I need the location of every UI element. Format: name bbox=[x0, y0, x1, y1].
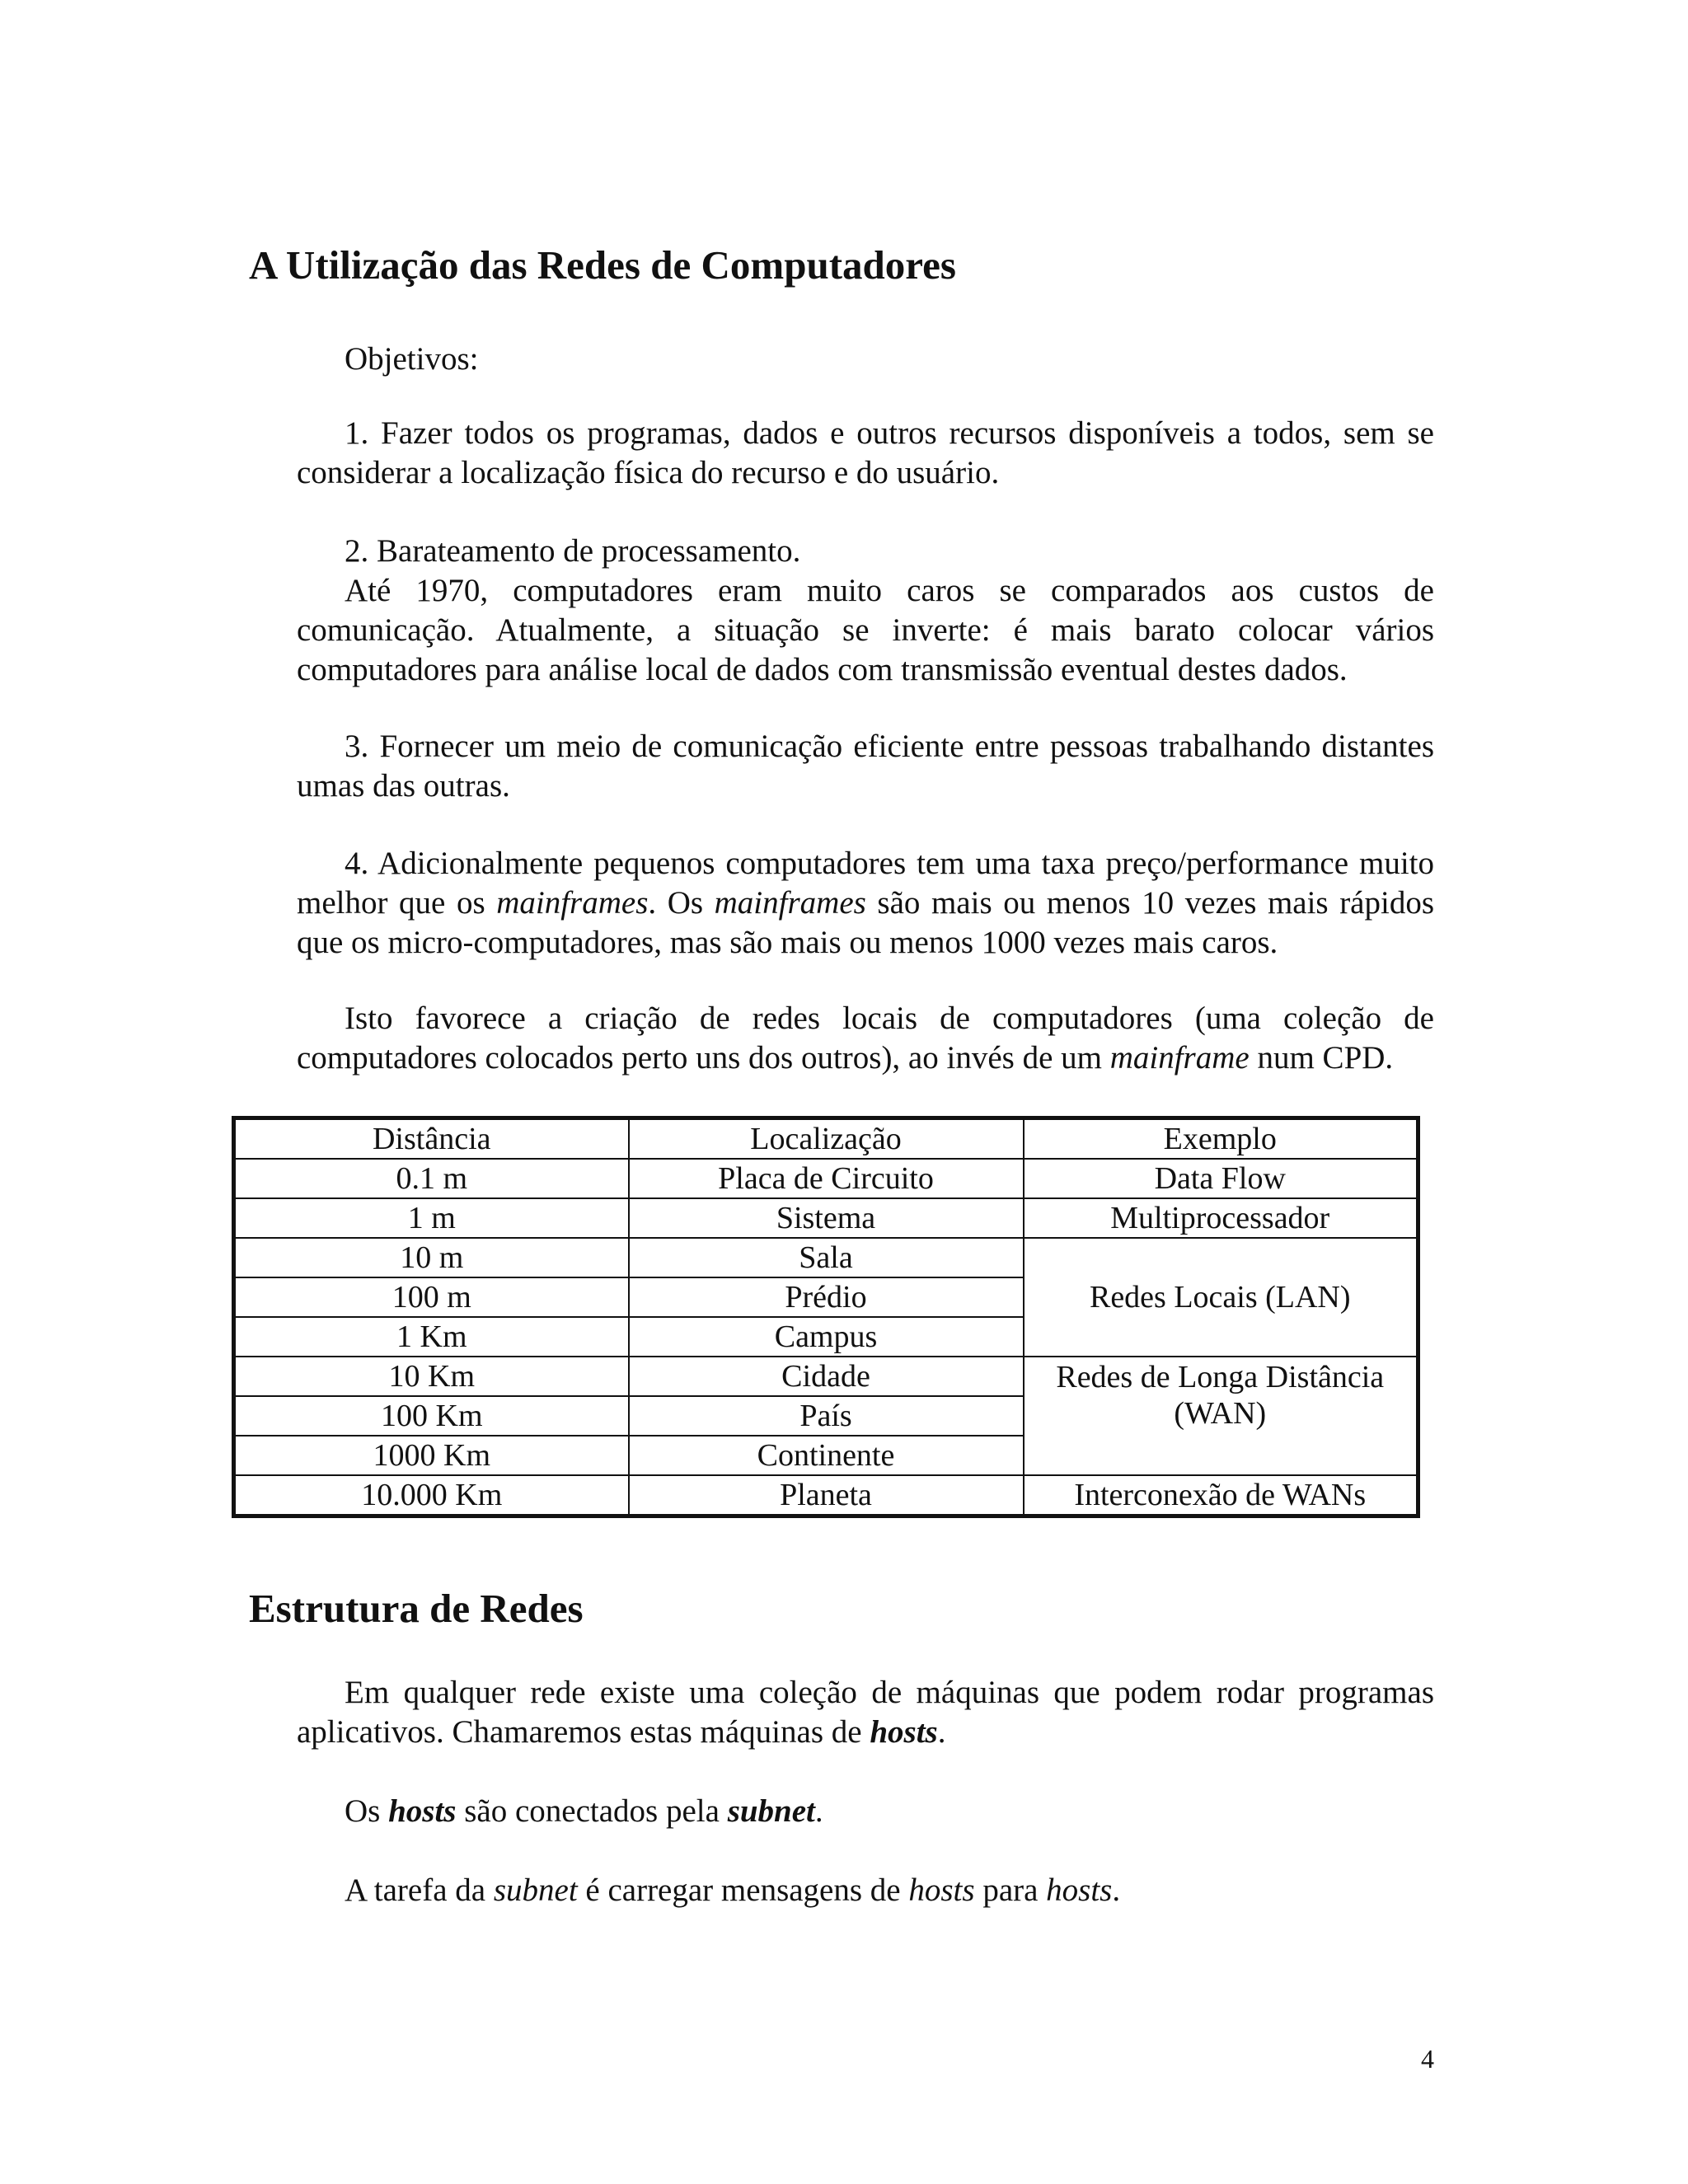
table-cell: 1 m bbox=[234, 1198, 629, 1238]
table-cell: Prédio bbox=[629, 1277, 1024, 1317]
section-heading-utilizacao: A Utilização das Redes de Computadores bbox=[249, 242, 956, 288]
table-cell-merged: Redes de Longa Distância (WAN) bbox=[1024, 1357, 1418, 1475]
table-cell: 100 Km bbox=[234, 1396, 629, 1436]
table-cell: 10 Km bbox=[234, 1357, 629, 1396]
table-cell: Interconexão de WANs bbox=[1024, 1475, 1418, 1516]
estrutura-paragraph: Em qualquer rede existe uma coleção de máquinas que podem rodar programas aplicativos. Chamaremos estas máquinas de hosts. bbox=[297, 1675, 1434, 1750]
table-header-cell: Localização bbox=[629, 1118, 1024, 1160]
table-cell: Continente bbox=[629, 1436, 1024, 1475]
favorece-paragraph: Isto favorece a criação de redes locais de computadores (uma coleção de computadores colocados perto uns dos outros), ao invés de um mainframe num CPD. bbox=[297, 1001, 1434, 1076]
network-distance-table bbox=[232, 1116, 1420, 1518]
table-cell: Sistema bbox=[629, 1198, 1024, 1238]
table-row bbox=[234, 1198, 1418, 1238]
table-header-cell: Exemplo bbox=[1024, 1118, 1418, 1160]
table-header-row bbox=[234, 1118, 1418, 1160]
table-cell: 10 m bbox=[234, 1238, 629, 1277]
table-row bbox=[234, 1159, 1418, 1198]
table-cell: 100 m bbox=[234, 1277, 629, 1317]
table-cell: 1 Km bbox=[234, 1317, 629, 1357]
table-cell: Multiprocessador bbox=[1024, 1198, 1418, 1238]
table-cell: Cidade bbox=[629, 1357, 1024, 1396]
table-cell: 1000 Km bbox=[234, 1436, 629, 1475]
table-row bbox=[234, 1475, 1418, 1516]
table-row bbox=[234, 1238, 1418, 1277]
table-header-cell: Distância bbox=[234, 1118, 629, 1160]
objective-item-3: 3. Fornecer um meio de comunicação eficiente entre pessoas trabalhando distantes umas das outras. bbox=[297, 729, 1434, 804]
table-cell: 10.000 Km bbox=[234, 1475, 629, 1516]
table-cell: Placa de Circuito bbox=[629, 1159, 1024, 1198]
hosts-subnet-line: Os hosts são conectados pela subnet. bbox=[345, 1793, 823, 1829]
page-number: 4 bbox=[1421, 2044, 1434, 2074]
table-cell: Planeta bbox=[629, 1475, 1024, 1516]
section-heading-estrutura: Estrutura de Redes bbox=[249, 1586, 584, 1631]
objective-item-4: 4. Adicionalmente pequenos computadores tem uma taxa preço/performance muito melhor que os mainframes. Os mainframes são mais ou menos 10 vezes mais rápidos que os micro-computadores, mas são mais ou menos 1000 vezes mais caros. bbox=[297, 846, 1435, 960]
table-cell: Sala bbox=[629, 1238, 1024, 1277]
table-cell: Data Flow bbox=[1024, 1159, 1418, 1198]
objective-item-2: 2. Barateamento de processamento. Até 1970, computadores eram muito caros se comparados aos custos de comunicação. Atualmente, a situação se inverte: é mais barato colocar vários computadores para análise local de dados com transmissão eventual destes dados. bbox=[297, 533, 1434, 687]
table-cell: 0.1 m bbox=[234, 1159, 629, 1198]
objective-item-1: 1. Fazer todos os programas, dados e outros recursos disponíveis a todos, sem se considerar a localização física do recurso e do usuário. bbox=[297, 415, 1434, 490]
table-cell: País bbox=[629, 1396, 1024, 1436]
table-cell: Campus bbox=[629, 1317, 1024, 1357]
table-cell-merged: Redes Locais (LAN) bbox=[1024, 1238, 1418, 1357]
objetivos-label: Objetivos: bbox=[345, 341, 479, 377]
subnet-task-line: A tarefa da subnet é carregar mensagens de hosts para hosts. bbox=[345, 1872, 1121, 1908]
table-row bbox=[234, 1357, 1418, 1396]
